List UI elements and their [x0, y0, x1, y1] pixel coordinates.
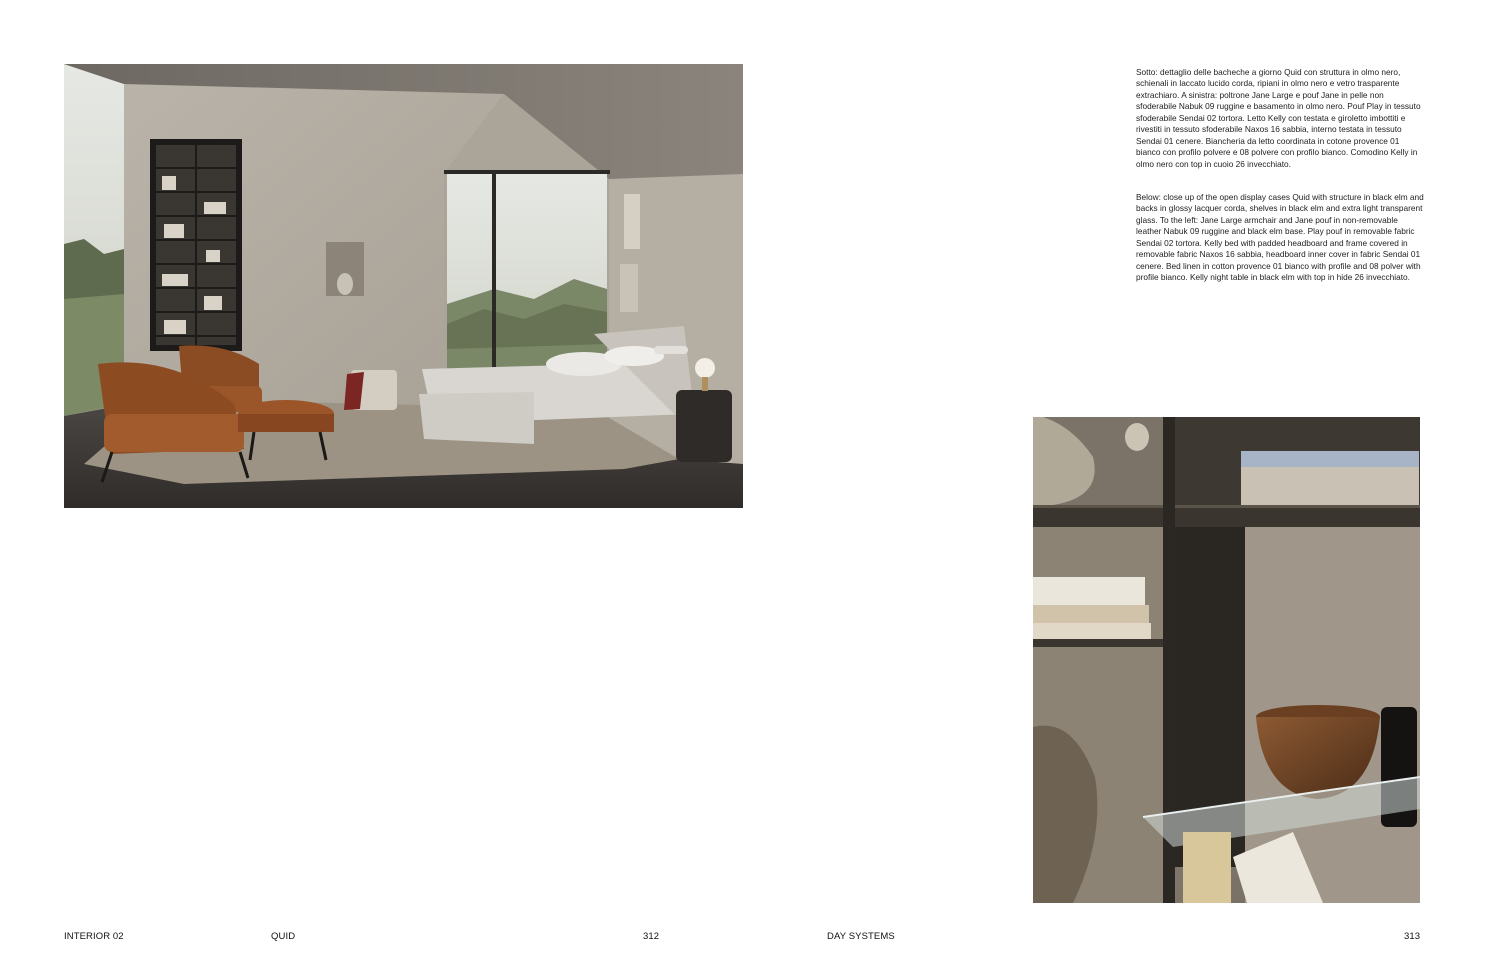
bedroom-photo: [64, 64, 743, 508]
bedroom-photo-illustration: [64, 64, 743, 508]
shelf-detail-illustration: [1033, 417, 1420, 903]
page-number-left: 312: [643, 931, 660, 942]
page-number-right: 313: [1404, 931, 1421, 942]
shelf-detail-photo: [1033, 417, 1420, 903]
footer-section-label: DAY SYSTEMS: [827, 931, 895, 942]
footer-series-label: INTERIOR 02: [64, 931, 124, 942]
caption-english: Below: close up of the open display cases Quid with structure in black elm and backs in glossy lacquer corda, shelves in black elm and extra light transparent glass. To the left: Jane Large armchair and Jane pouf in non-removable leather Nabuk 09 ruggine and black elm base. Play pouf in removable fabric Sendai 02 tortora. Kelly bed with padded headboard and frame covered in removable fabric Naxos 16 sabbia, headboard inner cover in fabric Sendai 01 cenere. Bed linen in cotton provence 01 bianco with profile and 08 polver with profile bianco. Kelly night table in black elm with top in hide 26 invecchiato.: [1136, 192, 1424, 283]
footer-product-label: QUID: [271, 931, 296, 942]
caption-italian: Sotto: dettaglio delle bacheche a giorno Quid con struttura in olmo nero, schienali in laccato lucido corda, ripiani in olmo nero e vetro trasparente extrachiaro. A sinistra: poltrone Jane Large e pouf Jane in pelle non sfoderabile Nabuk 09 ruggine e basamento in olmo nero. Pouf Play in tessuto sfoderabile Sendai 02 tortora. Letto Kelly con testata e giroletto imbottiti e rivestiti in tessuto sfoderabile Naxos 16 sabbia, interno testata in tessuto Sendai 01 cenere. Biancheria da letto coordinata in cotone provence 01 bianco con profilo polvere e 08 polvere con profilo bianco. Comodino Kelly in olmo nero con top in cuoio 26 invecchiato.: [1136, 67, 1421, 169]
